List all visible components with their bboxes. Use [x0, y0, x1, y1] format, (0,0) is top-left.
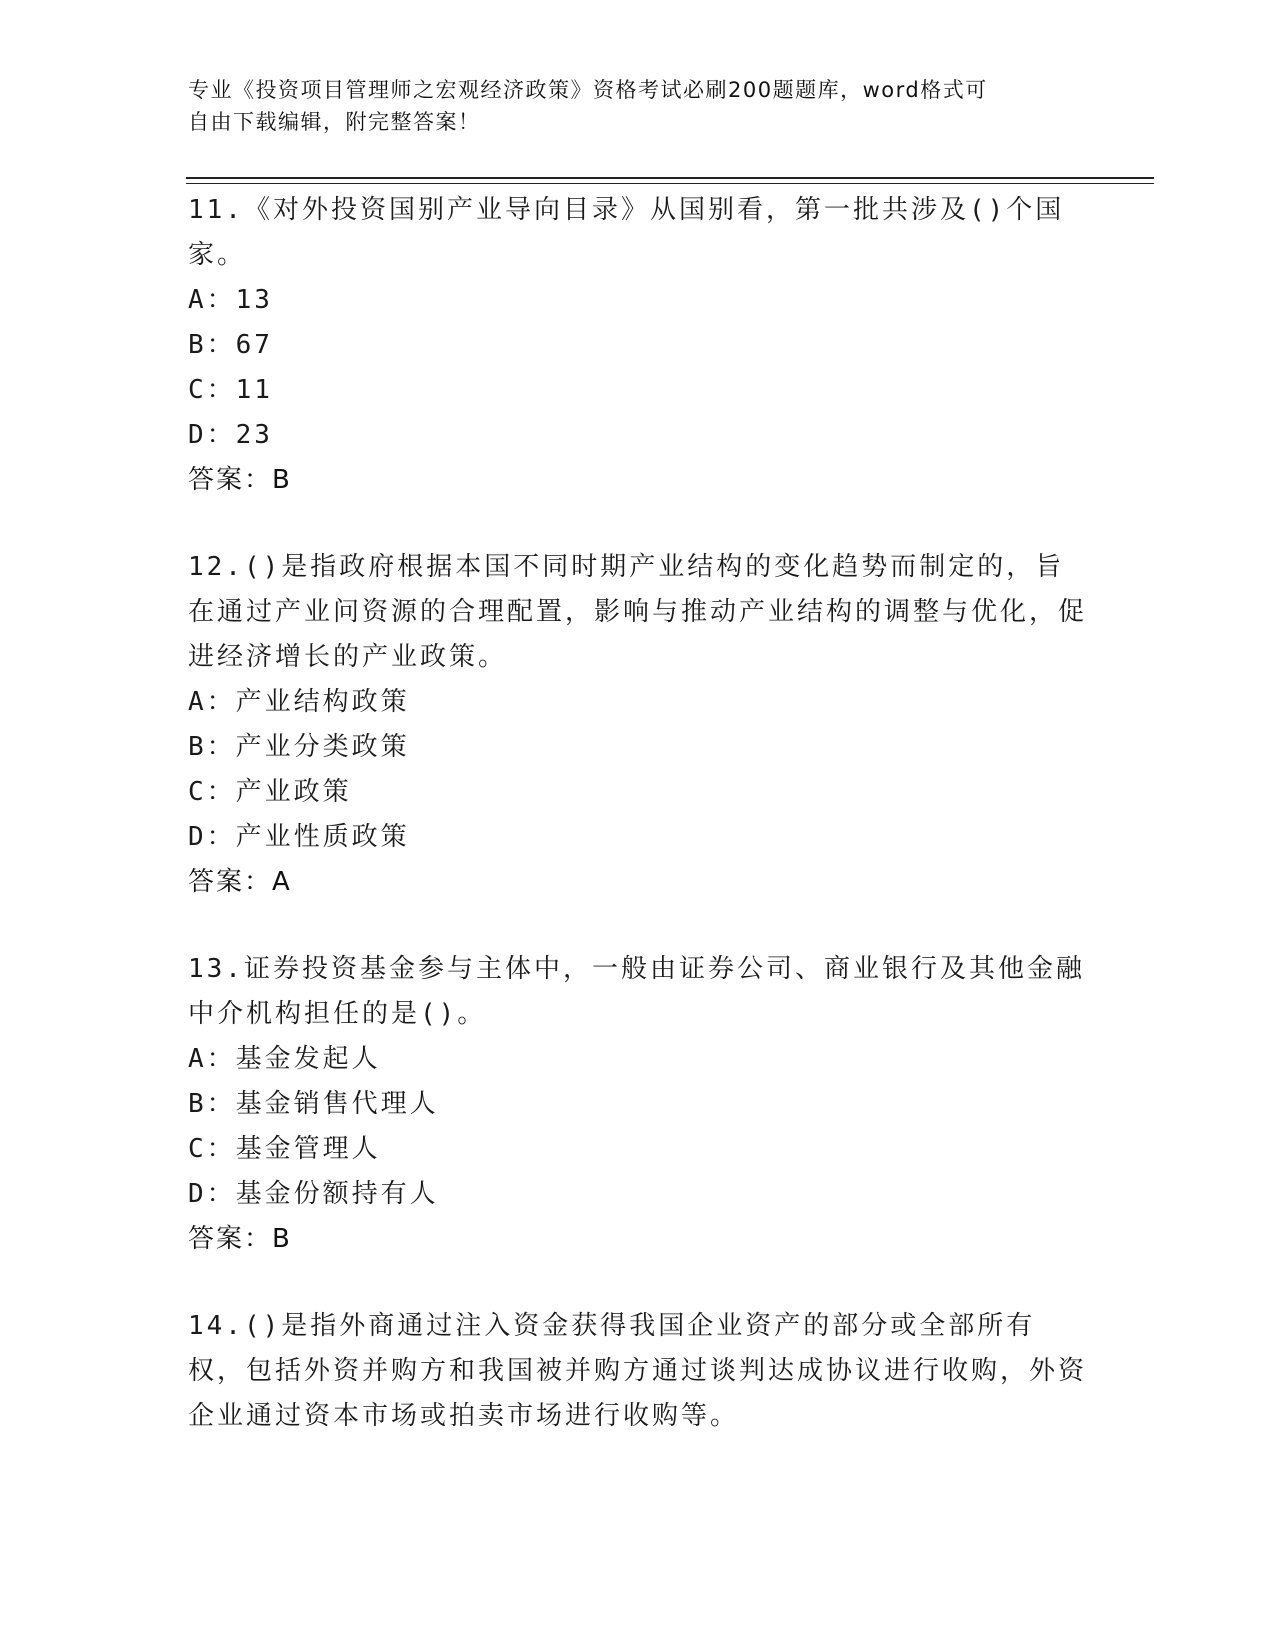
- option-b: B：基金销售代理人: [188, 1089, 439, 1119]
- answer-label: 答案：: [188, 1224, 273, 1254]
- option-a: A：产业结构政策: [188, 687, 410, 717]
- answer-value: A: [272, 867, 292, 897]
- question-list: [188, 188, 1088, 1481]
- option-d: D：基金份额持有人: [188, 1179, 439, 1209]
- answer-line: [188, 860, 1088, 905]
- question-text: 13.证券投资基金参与主体中，一般由证券公司、商业银行及其他金融中介机构担任的是()。: [188, 954, 1085, 1029]
- answer-label: 答案：: [188, 867, 273, 897]
- option-d: D：23: [188, 420, 273, 450]
- header-rule-thick: [186, 177, 1154, 179]
- answer-line: [188, 1217, 1088, 1262]
- header-line-1: 专业《投资项目管理师之宏观经济政策》资格考试必刷200题题库，word格式可: [188, 78, 988, 102]
- answer-value: B: [272, 465, 292, 495]
- header-line-2: 自由下载编辑，附完整答案！: [188, 110, 481, 134]
- option-a: A：基金发起人: [188, 1044, 381, 1074]
- document-header: [188, 74, 1088, 138]
- option-d: D：产业性质政策: [188, 822, 410, 852]
- question-12: [188, 545, 1088, 905]
- option-b: B：产业分类政策: [188, 732, 410, 762]
- answer-label: 答案：: [188, 465, 273, 495]
- option-a: A：13: [188, 285, 273, 315]
- question-14: [188, 1304, 1088, 1439]
- question-13: [188, 947, 1088, 1262]
- answer-line: [188, 458, 1088, 503]
- option-c: C：基金管理人: [188, 1134, 381, 1164]
- question-text: 14.()是指外商通过注入资金获得我国企业资产的部分或全部所有权，包括外资并购方和我国被并购方通过谈判达成协议进行收购，外资企业通过资本市场或拍卖市场进行收购等。: [188, 1311, 1088, 1431]
- option-b: B：67: [188, 330, 273, 360]
- option-c: C：产业政策: [188, 777, 352, 807]
- header-rule-thin: [186, 183, 1154, 184]
- question-text: 12.()是指政府根据本国不同时期产业结构的变化趋势而制定的，旨在通过产业问资源的合理配置，影响与推动产业结构的调整与优化，促进经济增长的产业政策。: [188, 552, 1088, 672]
- question-text: 11.《对外投资国别产业导向目录》从国别看，第一批共涉及()个国家。: [188, 195, 1065, 270]
- option-c: C：11: [188, 375, 273, 405]
- answer-value: B: [272, 1224, 292, 1254]
- question-11: [188, 188, 1088, 503]
